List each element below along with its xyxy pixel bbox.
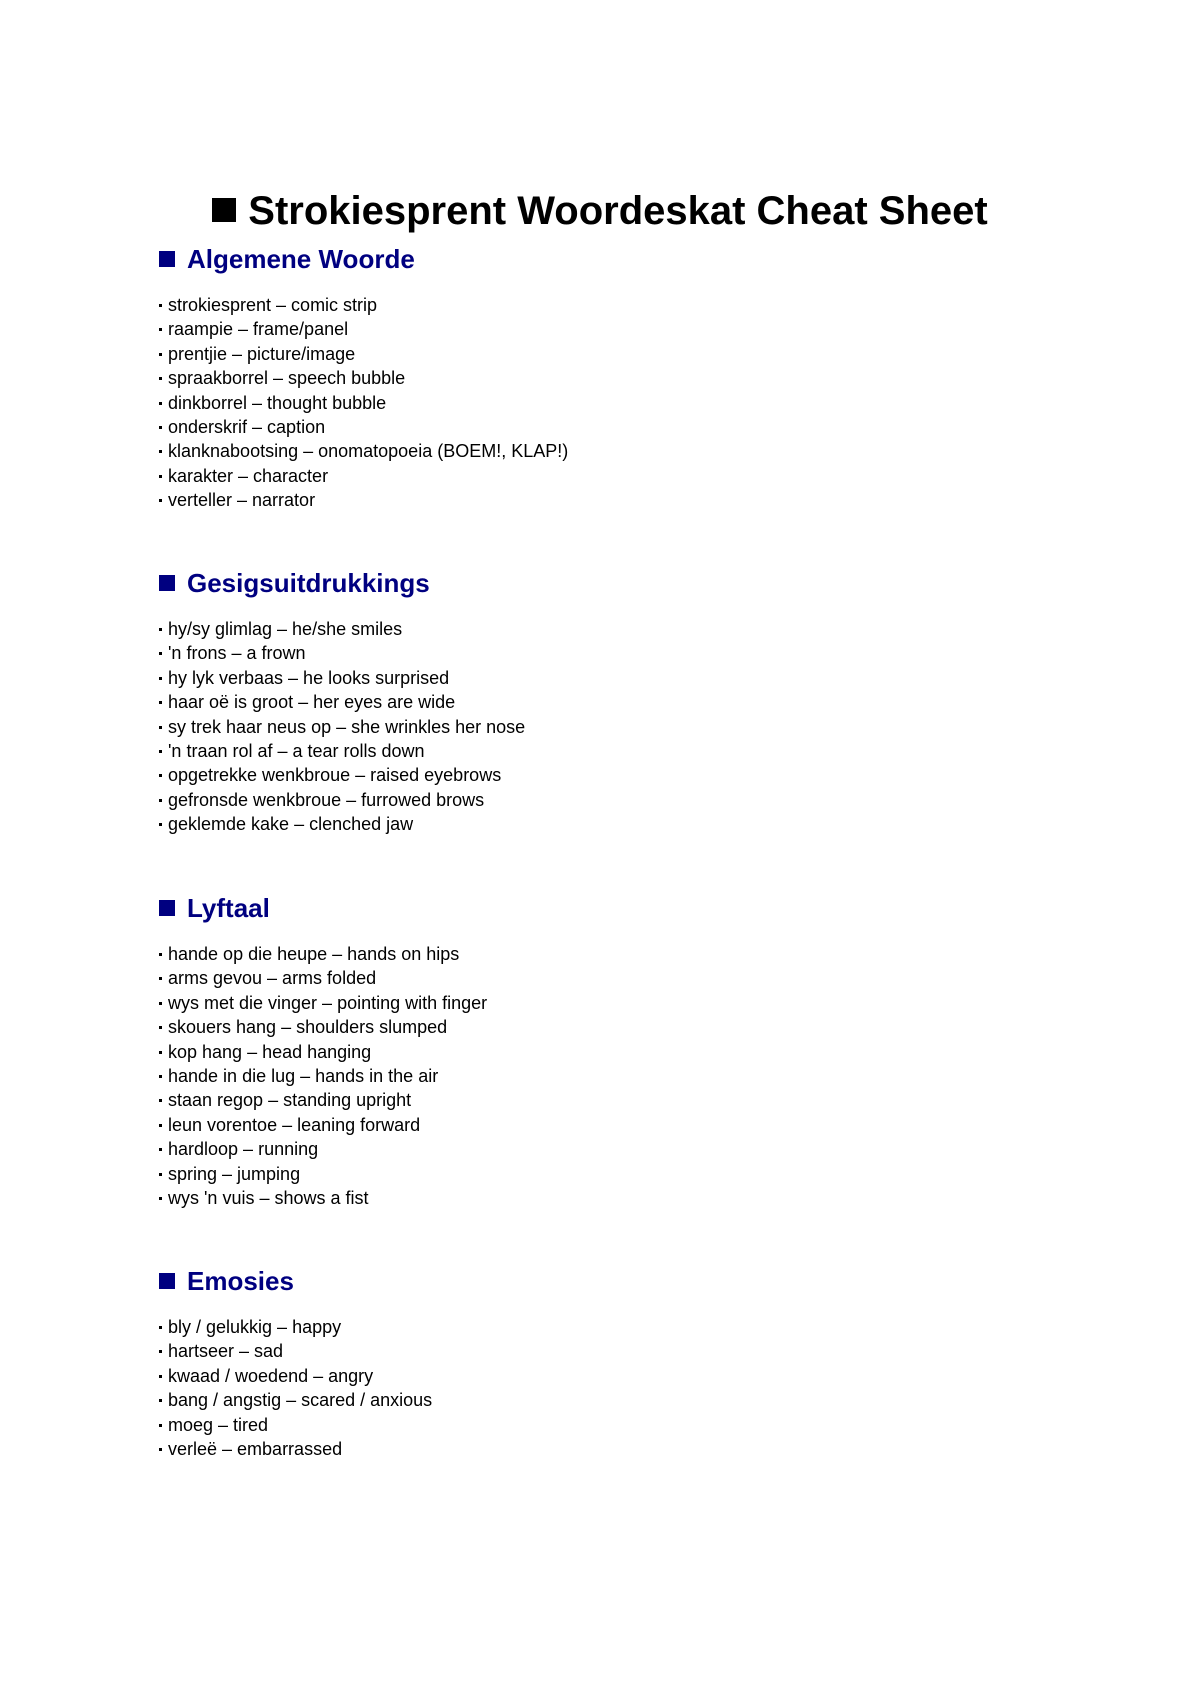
list-item: verleë – embarrassed [159,1437,1119,1461]
list-item: karakter – character [159,464,1119,488]
bullet-icon [159,1148,162,1151]
bullet-icon [159,304,162,307]
list-item: hy lyk verbaas – he looks surprised [159,666,1119,690]
section-heading [159,242,1119,276]
square-bullet-icon [159,1273,175,1289]
square-bullet-icon [159,575,175,591]
list-item: strokiesprent – comic strip [159,293,1119,317]
bullet-icon [159,726,162,729]
section-heading [159,1264,1119,1298]
square-bullet-icon [159,900,175,916]
section-emosies [159,1264,1119,1461]
list-item: bly / gelukkig – happy [159,1315,1119,1339]
list-item: prentjie – picture/image [159,342,1119,366]
list-item: bang / angstig – scared / anxious [159,1388,1119,1412]
bullet-icon [159,1448,162,1451]
bullet-icon [159,450,162,453]
list-item: gefronsde wenkbroue – furrowed brows [159,788,1119,812]
black-square-icon [212,198,236,222]
bullet-icon [159,774,162,777]
list-item: klanknabootsing – onomatopoeia (BOEM!, KLAP!) [159,439,1119,463]
bullet-icon [159,1375,162,1378]
bullet-icon [159,1424,162,1427]
list-item: moeg – tired [159,1413,1119,1437]
section-heading [159,891,1119,925]
list-item: hy/sy glimlag – he/she smiles [159,617,1119,641]
vocabulary-list [159,942,1119,1210]
list-item: wys 'n vuis – shows a fist [159,1186,1119,1210]
bullet-icon [159,701,162,704]
bullet-icon [159,1326,162,1329]
bullet-icon [159,1399,162,1402]
list-item: hardloop – running [159,1137,1119,1161]
section-heading-text: Emosies [187,1266,294,1296]
section-heading [159,566,1119,600]
bullet-icon [159,1124,162,1127]
list-item: hande in die lug – hands in the air [159,1064,1119,1088]
list-item: 'n frons – a frown [159,641,1119,665]
bullet-icon [159,677,162,680]
list-item: dinkborrel – thought bubble [159,391,1119,415]
list-item: leun vorentoe – leaning forward [159,1113,1119,1137]
list-item: skouers hang – shoulders slumped [159,1015,1119,1039]
bullet-icon [159,823,162,826]
bullet-icon [159,402,162,405]
section-algemene-woorde [159,242,1119,513]
bullet-icon [159,1197,162,1200]
list-item: kop hang – head hanging [159,1040,1119,1064]
bullet-icon [159,353,162,356]
vocabulary-list [159,617,1119,837]
section-heading-text: Algemene Woorde [187,244,415,274]
page-title [0,187,1200,235]
bullet-icon [159,328,162,331]
list-item: kwaad / woedend – angry [159,1364,1119,1388]
bullet-icon [159,499,162,502]
bullet-icon [159,1099,162,1102]
page-title-text: Strokiesprent Woordeskat Cheat Sheet [248,188,988,233]
list-item: sy trek haar neus op – she wrinkles her nose [159,715,1119,739]
bullet-icon [159,475,162,478]
square-bullet-icon [159,251,175,267]
list-item: hartseer – sad [159,1339,1119,1363]
bullet-icon [159,750,162,753]
list-item: onderskrif – caption [159,415,1119,439]
section-gesigsuitdrukkings [159,566,1119,837]
list-item: staan regop – standing upright [159,1088,1119,1112]
list-item: spraakborrel – speech bubble [159,366,1119,390]
list-item: raampie – frame/panel [159,317,1119,341]
list-item: geklemde kake – clenched jaw [159,812,1119,836]
list-item: wys met die vinger – pointing with finger [159,991,1119,1015]
bullet-icon [159,1026,162,1029]
list-item: spring – jumping [159,1162,1119,1186]
bullet-icon [159,953,162,956]
list-item: verteller – narrator [159,488,1119,512]
section-heading-text: Lyftaal [187,893,270,923]
vocabulary-list [159,1315,1119,1461]
vocabulary-list [159,293,1119,513]
section-heading-text: Gesigsuitdrukkings [187,568,430,598]
bullet-icon [159,1075,162,1078]
bullet-icon [159,799,162,802]
bullet-icon [159,628,162,631]
section-lyftaal [159,891,1119,1210]
list-item: arms gevou – arms folded [159,966,1119,990]
bullet-icon [159,1002,162,1005]
bullet-icon [159,1051,162,1054]
list-item: 'n traan rol af – a tear rolls down [159,739,1119,763]
bullet-icon [159,1350,162,1353]
list-item: hande op die heupe – hands on hips [159,942,1119,966]
bullet-icon [159,652,162,655]
bullet-icon [159,426,162,429]
bullet-icon [159,377,162,380]
bullet-icon [159,977,162,980]
list-item: opgetrekke wenkbroue – raised eyebrows [159,763,1119,787]
bullet-icon [159,1173,162,1176]
list-item: haar oë is groot – her eyes are wide [159,690,1119,714]
